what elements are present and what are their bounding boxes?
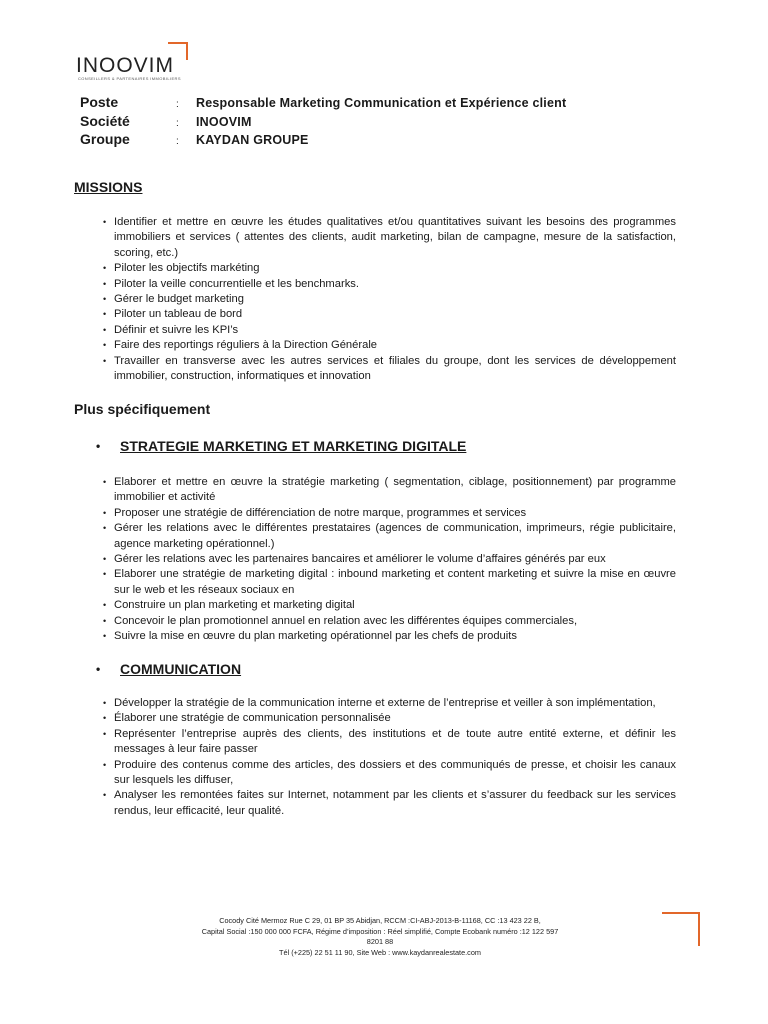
bullet-icon: • (103, 631, 107, 642)
bullet-icon: • (96, 662, 101, 676)
job-info (80, 94, 566, 150)
list-item-text: Gérer les relations avec les partenaires bancaires et améliorer le volume d’affaires générés par eux (114, 553, 606, 566)
strategie-list (0, 475, 768, 644)
list-item-text: Produire des contenus comme des articles, des dossiers et des communiqués de presse, et choisir les canaux sur lesquels les diffuser, (114, 758, 676, 787)
list-item-text: Gérer les relations avec le différentes prestataires (agences de communication, imprimeurs, régie publicitaire, agence marketing opérationnel.) (114, 522, 676, 550)
list-item-text: Concevoir le plan promotionnel annuel en relation avec les différentes équipes commerciales, (114, 614, 578, 627)
company-logo (76, 42, 186, 84)
list-item (0, 696, 768, 711)
list-item (0, 292, 768, 307)
list-item (0, 338, 768, 353)
info-row-groupe (80, 131, 566, 150)
list-item-text: Piloter un tableau de bord (114, 308, 243, 321)
list-item (0, 567, 768, 598)
list-item (0, 614, 768, 629)
bullet-icon: • (103, 477, 107, 487)
info-value: INOOVIM (196, 114, 252, 129)
logo-text: INOOVIM (76, 54, 175, 77)
list-item-text: Élaborer une stratégie de communication personnalisée (114, 712, 391, 725)
communication-title: COMMUNICATION (120, 661, 242, 677)
list-item (0, 711, 768, 726)
info-label: Société (80, 112, 130, 129)
list-item (0, 788, 768, 819)
list-item-text: Représenter l’entreprise auprès des clients, des institutions et de toute autre entité externe, et définir les messages à leur faire passer (114, 727, 676, 756)
bullet-icon: • (103, 507, 107, 518)
list-item (0, 215, 768, 261)
bullet-icon: • (103, 790, 107, 801)
list-item (0, 629, 768, 644)
communication-heading (96, 661, 241, 677)
list-item (0, 727, 768, 758)
bullet-icon: • (103, 569, 107, 580)
bullet-icon: • (103, 600, 107, 611)
list-item-text: Définir et suivre les KPI’s (114, 323, 239, 336)
specific-heading: Plus spécifiquement (74, 401, 211, 417)
list-item-text: Elaborer une stratégie de marketing digital : inbound marketing et content marketing et suivre la mise en œuvre sur le web et les réseaux sociaux en (114, 568, 676, 596)
list-item-text: Elaborer et mettre en œuvre la stratégie marketing ( segmentation, ciblage, positionnement) par programme immobilier et activité (114, 476, 676, 504)
bullet-icon: • (103, 615, 107, 626)
bullet-icon: • (96, 439, 101, 453)
info-colon: : (176, 117, 179, 129)
logo-tagline: CONSEILLERS & PARTENAIRES IMMOBILIERS (78, 76, 181, 81)
footer-contact: Tél (+225) 22 51 11 90, Site Web : www.kaydanrealestate.com (279, 947, 481, 957)
list-item (0, 261, 768, 276)
info-value: KAYDAN GROUPE (196, 133, 309, 147)
list-item-text: Travailler en transverse avec les autres services et filiales du groupe, dont les services de développement immobilier, construction, informatiques et innovation (114, 354, 676, 383)
list-item-text: Suivre la mise en œuvre du plan marketing opérationnel par les chefs de produits (114, 630, 517, 643)
bullet-icon: • (103, 340, 107, 351)
bullet-icon: • (103, 217, 107, 227)
strategie-heading (96, 438, 466, 454)
list-item-text: Faire des reportings réguliers à la Direction Générale (114, 339, 378, 352)
footer (120, 916, 640, 958)
list-item (0, 598, 768, 613)
bullet-icon: • (103, 294, 107, 305)
list-item-text: Piloter les objectifs markéting (114, 262, 260, 275)
list-item-text: Analyser les remontées faites sur Internet, notamment par les clients et s’assurer du feedback sur les services rendus, leur efficacité, leur qualité. (114, 789, 676, 817)
bullet-icon: • (103, 263, 107, 274)
bullet-icon: • (103, 554, 107, 565)
corner-mark (662, 912, 700, 946)
list-item (0, 521, 768, 552)
missions-list (0, 215, 768, 384)
info-label: Groupe (80, 131, 130, 147)
info-row-societe (80, 113, 566, 132)
list-item (0, 506, 768, 521)
list-item (0, 277, 768, 292)
list-item (0, 307, 768, 322)
strategie-title: STRATEGIE MARKETING ET MARKETING DIGITALE (120, 438, 467, 454)
bullet-icon: • (103, 523, 107, 534)
bullet-icon: • (103, 759, 107, 770)
list-item-text: Construire un plan marketing et marketing digital (114, 599, 355, 612)
list-item-text: Piloter la veille concurrentielle et les benchmarks. (114, 277, 359, 290)
bullet-icon: • (103, 324, 107, 335)
info-colon: : (176, 99, 179, 110)
communication-list (0, 696, 768, 819)
list-item-text: Développer la stratégie de la communication interne et externe de l’entreprise et veiller à son implémentation, (114, 697, 656, 709)
info-label: Poste (80, 94, 119, 110)
list-item (0, 354, 768, 385)
list-item (0, 475, 768, 506)
missions-heading: MISSIONS (74, 179, 143, 195)
bullet-icon: • (103, 309, 107, 320)
footer-account: 8201 88 (366, 937, 394, 946)
list-item-text: Gérer le budget marketing (114, 293, 244, 306)
info-colon: : (176, 136, 179, 147)
list-item (0, 758, 768, 789)
bullet-icon: • (103, 355, 107, 366)
list-item-text: Proposer une stratégie de différenciation de notre marque, programmes et services (114, 506, 527, 519)
bullet-icon: • (103, 278, 107, 289)
list-item-text: Identifier et mettre en œuvre les études qualitatives et/ou quantitatives suivant les besoins des programmes immobiliers et services ( attentes des clients, audit marketing, bilan de campagne, mesure de la satisfaction, scoring, etc.) (114, 216, 676, 259)
bullet-icon: • (103, 728, 107, 739)
bullet-icon: • (103, 713, 107, 724)
bullet-icon: • (103, 698, 107, 708)
info-value: Responsable Marketing Communication et Expérience client (196, 96, 567, 110)
info-row-poste (80, 94, 566, 113)
list-item (0, 323, 768, 338)
footer-address: Cocody Cité Mermoz Rue C 29, 01 BP 35 Abidjan, RCCM :CI-ABJ-2013-B-11168, CC :13 423 22 B, (219, 916, 541, 925)
footer-capital: Capital Social :150 000 000 FCFA, Régime d’imposition : Réel simplifié, Compte Ecobank numéro :12 122 597 (201, 926, 559, 936)
list-item (0, 552, 768, 567)
